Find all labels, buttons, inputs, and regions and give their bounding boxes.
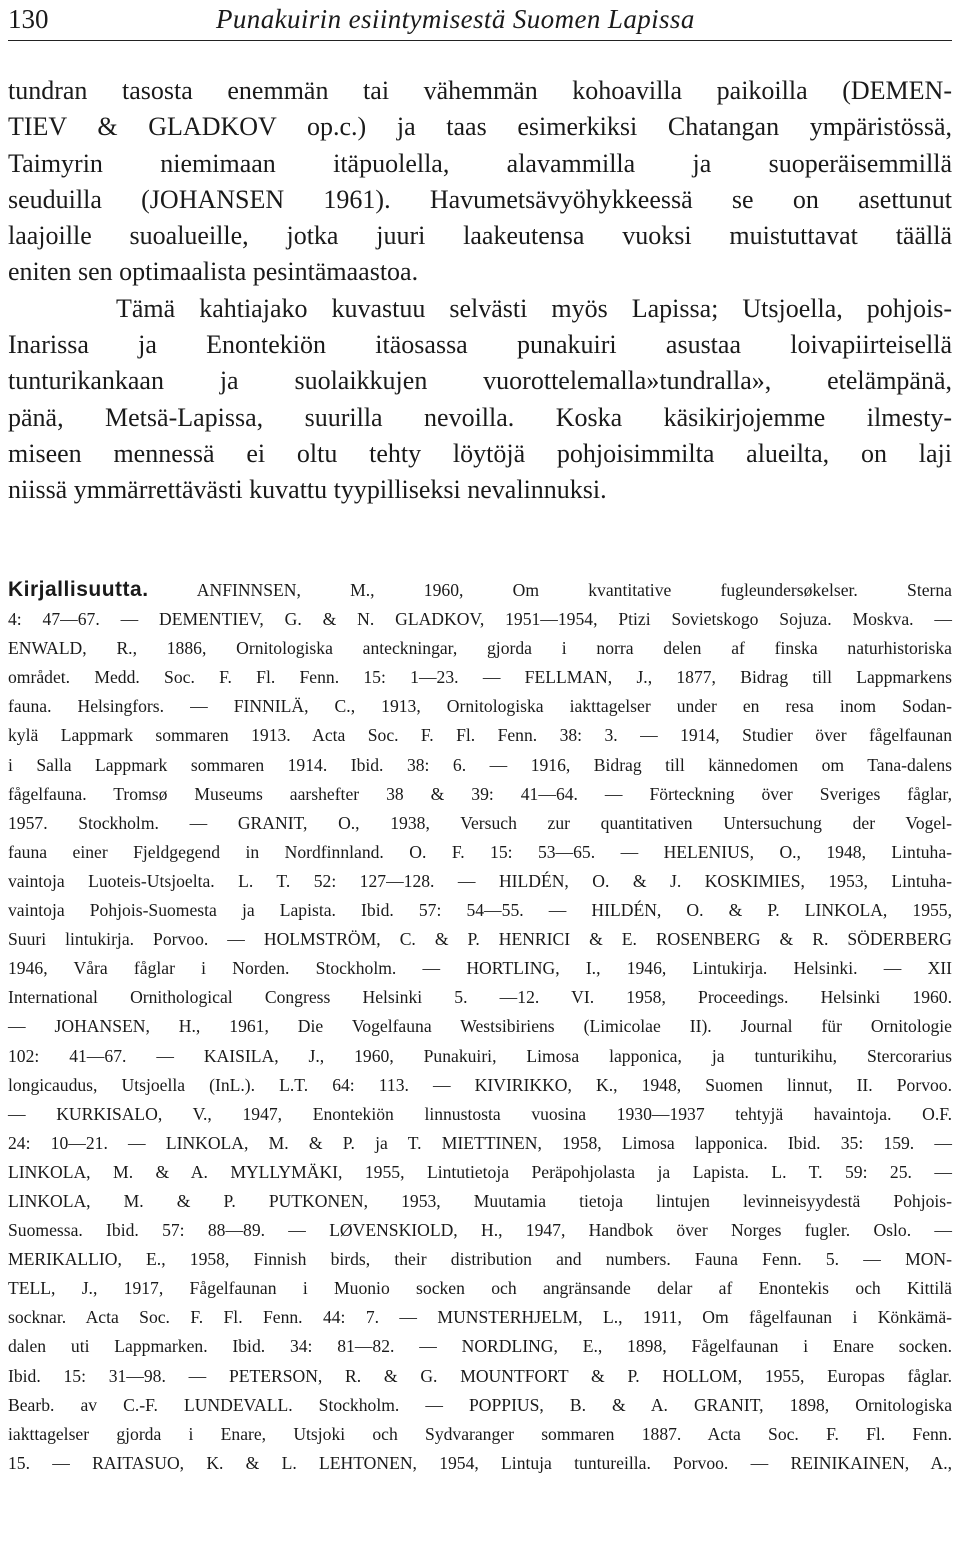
header-rule <box>8 40 952 41</box>
body-line: eniten sen optimaalista pesintämaastoa. <box>8 257 419 287</box>
body-line: laajoille suoalueille, jotka juuri laakeutensa vuoksi muistuttavat täällä <box>8 221 952 251</box>
body-line: niissä ymmärrettävästi kuvattu tyypilliseksi nevalinnuksi. <box>8 475 607 505</box>
reference-line: 1957. Stockholm. — GRANIT, O., 1938, Versuch zur quantitativen Untersuchung der Vogel- <box>8 812 952 833</box>
reference-line: Bearb. av C.-F. LUNDEVALL. Stockholm. — POPPIUS, B. & A. GRANIT, 1898, Ornitologiska <box>8 1394 952 1415</box>
body-line: Tämä kahtiajako kuvastuu selvästi myös Lapissa; Utsjoella, pohjois- <box>116 293 952 323</box>
reference-line: longicaudus, Utsjoella (InL.). L.T. 64: 113. — KIVIRIKKO, K., 1948, Suomen linnut, II. Porvoo. <box>8 1074 952 1095</box>
reference-line: vaintoja Luoteis-Utsjoelta. L. T. 52: 127—128. — HILDÉN, O. & J. KOSKIMIES, 1953, Lintuha- <box>8 870 952 891</box>
body-line: miseen mennessä ei oltu tehty löytöjä pohjoisimmilta alueilta, on laji <box>8 438 952 468</box>
running-title: Punakuirin esiintymisestä Suomen Lapissa <box>216 4 695 34</box>
reference-line: iakttagelser gjorda i Enare, Utsjoki och Sydvaranger sommaren 1887. Acta Soc. F. Fl. Fenn. <box>8 1423 952 1444</box>
page-header <box>8 2 952 36</box>
reference-line: fågelfauna. Tromsø Museums aarshefter 38 & 39: 41—64. — Förteckning över Sveriges fåglar, <box>8 783 952 804</box>
reference-line: dalen uti Lappmarken. Ibid. 34: 81—82. — NORDLING, E., 1898, Fågelfaunan i Enare socken. <box>8 1336 952 1357</box>
body-text <box>8 73 952 509</box>
body-line: TIEV & GLADKOV op.c.) ja taas esimerkiksi Chatangan ympäristössä, <box>8 112 952 142</box>
reference-line: TELL, J., 1917, Fågelfaunan i Muonio socken och angränsande delar af Enontekis och Kittilä <box>8 1278 952 1299</box>
body-line: tunturikankaan ja suolaikkujen vuorottelemalla»tundralla», etelämpänä, <box>8 366 952 396</box>
reference-line: 4: 47—67. — DEMENTIEV, G. & N. GLADKOV, 1951—1954, Ptizi Sovietskogo Sojuza. Moskva. — <box>8 609 952 630</box>
body-line: tundran tasosta enemmän tai vähemmän kohoavilla paikoilla (DEMEN- <box>8 76 952 105</box>
body-line: Inarissa ja Enontekiön itäosassa punakuiri asustaa loivapiirteisellä <box>8 330 952 360</box>
reference-line: ANFINNSEN, M., 1960, Om kvantitative fugleundersøkelser. Sterna <box>196 580 952 600</box>
body-line: pänä, Metsä-Lapissa, suurilla nevoilla. Koska käsikirjojemme ilmesty- <box>8 402 952 432</box>
reference-line: 24: 10—21. — LINKOLA, M. & P. ja T. MIETTINEN, 1958, Limosa lapponica. Ibid. 35: 159. — <box>8 1132 952 1153</box>
reference-line: fauna einer Fjeldgegend in Nordfinnland. O. F. 15: 53—65. — HELENIUS, O., 1948, Lintuha- <box>8 841 952 862</box>
reference-line: — KURKISALO, V., 1947, Enontekiön linnustosta vuosina 1930—1937 tehtyjä havaintoja. O.F. <box>8 1103 952 1124</box>
reference-line: ENWALD, R., 1886, Ornitologiska anteckningar, gjorda i norra delen af finska naturhistoriska <box>8 638 952 659</box>
reference-line: 1946, Våra fåglar i Norden. Stockholm. — HORTLING, I., 1946, Lintukirja. Helsinki. — XII <box>8 958 952 979</box>
references-heading: Kirjallisuutta. <box>8 578 149 601</box>
reference-line: Ibid. 15: 31—98. — PETERSON, R. & G. MOUNTFORT & P. HOLLOM, 1955, Europas fåglar. <box>8 1365 952 1386</box>
reference-line: i Salla Lappmark sommaren 1914. Ibid. 38: 6. — 1916, Bidrag till kännedomen om Tana-dalens <box>8 754 952 775</box>
reference-line-first <box>8 575 952 605</box>
reference-line: fauna. Helsingfors. — FINNILÄ, C., 1913, Ornitologiska iakttagelser under en resa inom Sodan- <box>8 696 952 717</box>
body-line: seuduilla (JOHANSEN 1961). Havumetsävyöhykkeessä se on asettunut <box>8 184 952 214</box>
reference-line: MERIKALLIO, E., 1958, Finnish birds, their distribution and numbers. Fauna Fenn. 5. — MON- <box>8 1249 952 1270</box>
reference-line: området. Medd. Soc. F. Fl. Fenn. 15: 1—23. — FELLMAN, J., 1877, Bidrag till Lappmarkens <box>8 667 952 688</box>
body-line: Taimyrin niemimaan itäpuolella, alavammilla ja suoperäisemmillä <box>8 148 952 178</box>
reference-line: LINKOLA, M. & P. PUTKONEN, 1953, Muutamia tietoja lintujen levinneisyydestä Pohjois- <box>8 1190 952 1211</box>
reference-line: LINKOLA, M. & A. MYLLYMÄKI, 1955, Lintutietoja Peräpohjolasta ja Lapista. L. T. 59: 25. — <box>8 1161 952 1182</box>
page-number: 130 <box>8 4 49 34</box>
reference-line: Suomessa. Ibid. 57: 88—89. — LØVENSKIOLD, H., 1947, Handbok över Norges fugler. Oslo. — <box>8 1220 952 1241</box>
reference-line: socknar. Acta Soc. F. Fl. Fenn. 44: 7. — MUNSTERHJELM, L., 1911, Om fågelfaunan i Könkämä- <box>8 1307 952 1328</box>
references <box>8 575 952 1478</box>
reference-line: 15. — RAITASUO, K. & L. LEHTONEN, 1954, Lintuja tuntureilla. Porvoo. — REINIKAINEN, A., <box>8 1452 952 1473</box>
reference-line: International Ornithological Congress Helsinki 5. —12. VI. 1958, Proceedings. Helsinki 1960. <box>8 987 952 1008</box>
reference-line: 102: 41—67. — KAISILA, J., 1960, Punakuiri, Limosa lapponica, ja tunturikihu, Stercorarius <box>8 1045 952 1066</box>
reference-line: — JOHANSEN, H., 1961, Die Vogelfauna Westsibiriens (Limicolae II). Journal für Ornitologie <box>8 1016 952 1037</box>
reference-line: Suuri lintukirja. Porvoo. — HOLMSTRÖM, C. & P. HENRICI & E. ROSENBERG & R. SÖDERBERG <box>8 929 952 950</box>
reference-line: vaintoja Pohjois-Suomesta ja Lapista. Ibid. 57: 54—55. — HILDÉN, O. & P. LINKOLA, 1955, <box>8 900 952 921</box>
reference-line: kylä Lappmark sommaren 1913. Acta Soc. F. Fl. Fenn. 38: 3. — 1914, Studier över fågelfaunan <box>8 725 952 746</box>
